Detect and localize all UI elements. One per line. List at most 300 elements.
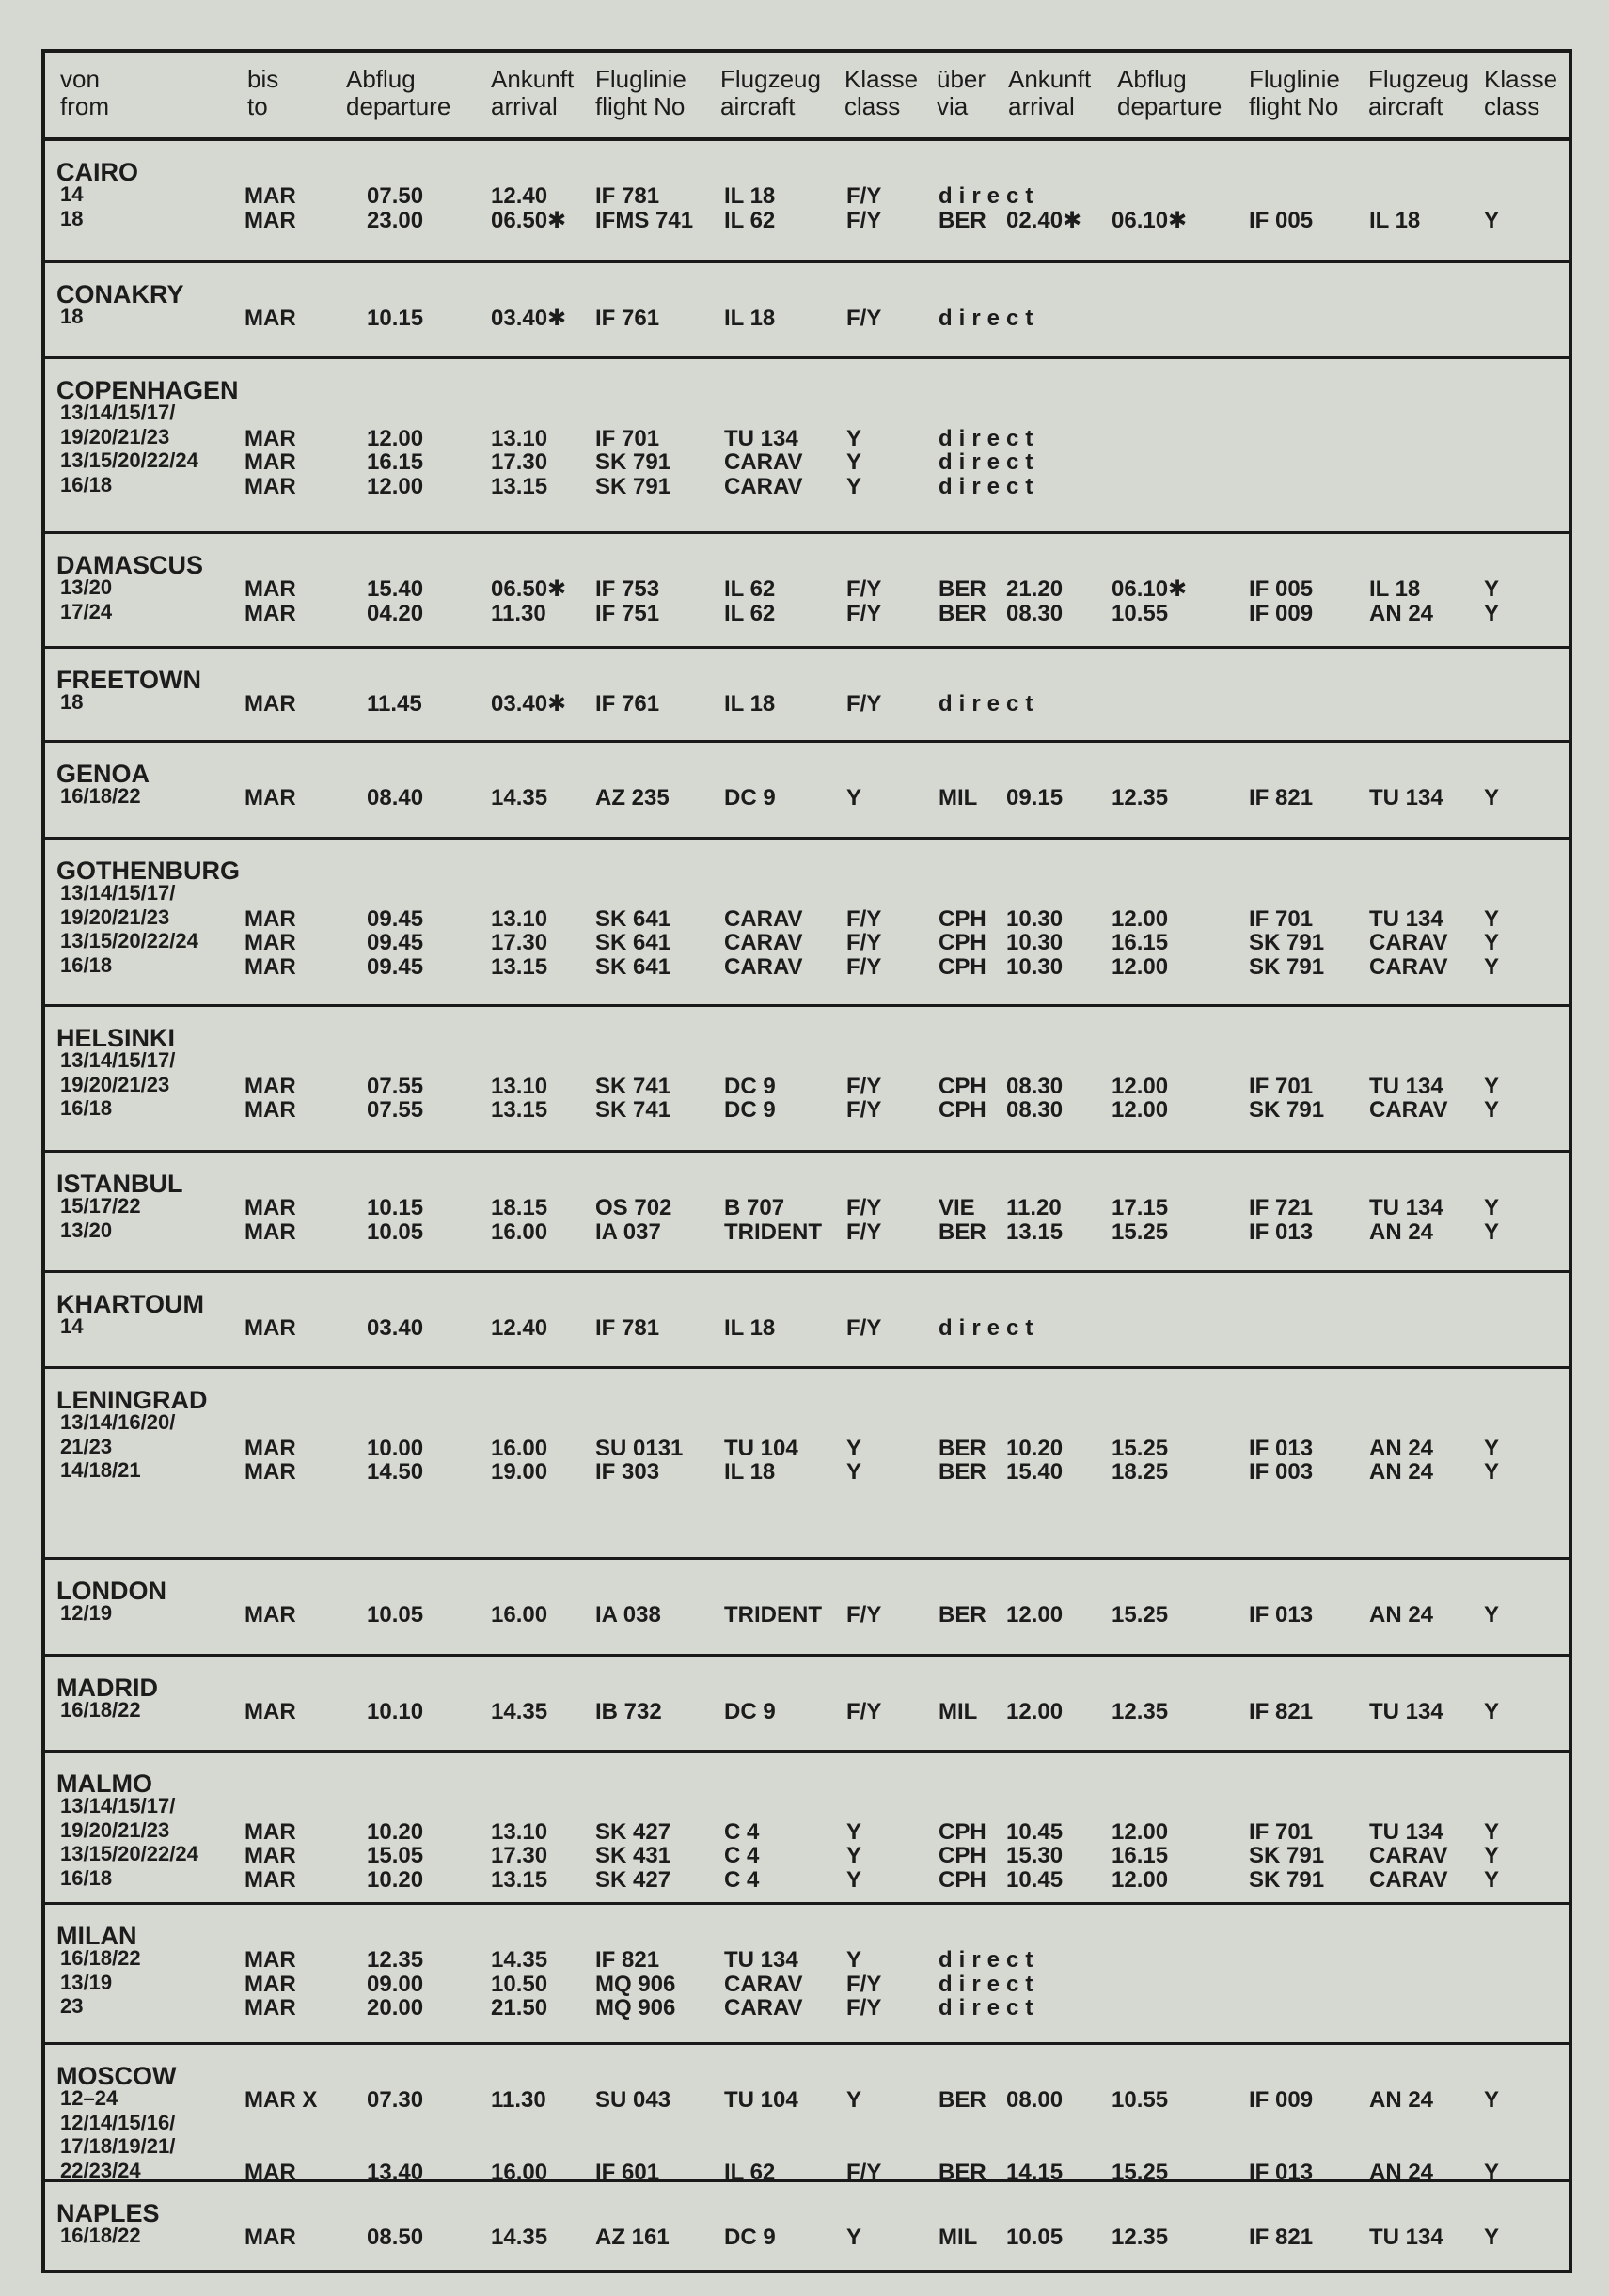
- cell-aircraft: CARAV: [724, 1971, 803, 1997]
- cell-class: F/Y: [846, 183, 882, 209]
- cell-flight: SK 641: [595, 953, 671, 980]
- cell-aircraft2: AN 24: [1369, 600, 1434, 626]
- cell-aircraft: DC 9: [724, 1073, 776, 1099]
- cell-arr2: 02.40✱: [1006, 207, 1082, 233]
- header-class: Klasse class: [844, 65, 919, 120]
- cell-class: F/Y: [846, 1315, 882, 1341]
- cell-dep2: 12.35: [1112, 785, 1169, 810]
- cell-date: 19/20/21/23: [60, 904, 170, 929]
- cell-aircraft: TU 104: [724, 2087, 798, 2113]
- cell-date: 15/17/22: [60, 1194, 141, 1218]
- cell-aircraft2: TU 134: [1369, 1699, 1443, 1724]
- cell-flight2: SK 791: [1249, 1097, 1325, 1123]
- cell-month: MAR: [245, 930, 296, 955]
- header-class-2: Klasse class: [1484, 65, 1558, 120]
- city-name: LENINGRAD: [56, 1386, 208, 1414]
- cell-arr: 13.15: [491, 953, 548, 980]
- cell-aircraft: IL 62: [724, 600, 776, 626]
- cell-flight: IF 761: [595, 306, 660, 331]
- cell-dep2: 15.25: [1112, 1602, 1169, 1628]
- cell-date: 12/14/15/16/: [60, 2110, 176, 2134]
- cell-arr: 14.35: [491, 1699, 548, 1724]
- cell-date: 19/20/21/23: [60, 1072, 170, 1096]
- cell-flight2: IF 003: [1249, 1459, 1314, 1485]
- cell-flight2: SK 791: [1249, 953, 1325, 980]
- cell-month: MAR: [245, 1459, 296, 1485]
- cell-dep2: 12.35: [1112, 1699, 1169, 1724]
- city-name: CAIRO: [56, 158, 138, 186]
- cell-flight: IF 821: [595, 1947, 660, 1973]
- cell-flight: SK 427: [595, 1866, 671, 1893]
- cell-class2: Y: [1484, 930, 1500, 955]
- cell-via: MIL: [939, 2225, 978, 2250]
- cell-aircraft2: TU 134: [1369, 1818, 1443, 1845]
- cell-flight: SK 791: [595, 473, 671, 499]
- cell-dep: 15.40: [367, 576, 424, 602]
- cell-dep: 07.30: [367, 2087, 424, 2113]
- cell-via: BER: [939, 207, 986, 233]
- cell-month: MAR: [245, 306, 296, 331]
- cell-dep2: 12.00: [1112, 1866, 1169, 1893]
- cell-aircraft2: IL 18: [1369, 207, 1421, 233]
- cell-flight2: IF 821: [1249, 785, 1314, 810]
- cell-dep2: 12.00: [1112, 1097, 1169, 1123]
- cell-via: direct: [939, 425, 1040, 451]
- cell-month: MAR: [245, 1843, 296, 1868]
- cell-class2: Y: [1484, 1195, 1500, 1220]
- cell-class: Y: [846, 1818, 862, 1845]
- cell-aircraft: TU 104: [724, 1435, 798, 1461]
- cell-class2: Y: [1484, 2087, 1500, 2113]
- cell-via: CPH: [939, 1843, 986, 1868]
- cell-arr: 13.15: [491, 473, 548, 499]
- cell-aircraft: IL 62: [724, 576, 776, 602]
- cell-class: F/Y: [846, 1195, 882, 1220]
- cell-aircraft: CARAV: [724, 1995, 803, 2021]
- cell-flight: SK 641: [595, 930, 671, 955]
- cell-dep: 13.40: [367, 2159, 424, 2185]
- cell-date: 16/18: [60, 472, 113, 496]
- cell-date: 18: [60, 206, 84, 230]
- city-name: LONDON: [56, 1577, 166, 1605]
- city-section-leningrad: [45, 1369, 1569, 1560]
- cell-class: Y: [846, 425, 862, 451]
- cell-flight2: IF 005: [1249, 207, 1314, 233]
- cell-via: CPH: [939, 953, 986, 980]
- cell-aircraft2: AN 24: [1369, 2159, 1434, 2185]
- cell-class2: Y: [1484, 1459, 1500, 1485]
- city-section-naples: [45, 2182, 1569, 2273]
- cell-class: F/Y: [846, 1219, 882, 1245]
- city-name: FREETOWN: [56, 666, 201, 694]
- cell-dep: 16.15: [367, 449, 424, 475]
- cell-date: 16/18/22: [60, 1698, 141, 1722]
- cell-via: direct: [939, 1971, 1040, 1997]
- cell-date: 13/14/15/17/: [60, 1048, 176, 1072]
- cell-date: 13/14/15/17/: [60, 1794, 176, 1817]
- cell-dep: 20.00: [367, 1995, 424, 2021]
- cell-class2: Y: [1484, 1602, 1500, 1628]
- cell-aircraft2: CARAV: [1369, 1866, 1448, 1893]
- city-name: CONAKRY: [56, 280, 184, 308]
- cell-arr2: 15.30: [1006, 1843, 1064, 1868]
- cell-arr2: 10.45: [1006, 1818, 1064, 1845]
- cell-arr2: 12.00: [1006, 1602, 1064, 1628]
- cell-class2: Y: [1484, 1219, 1500, 1245]
- cell-dep: 03.40: [367, 1315, 424, 1341]
- cell-arr2: 08.30: [1006, 600, 1064, 626]
- cell-class: Y: [846, 449, 862, 475]
- header-to: bis to: [247, 65, 279, 120]
- cell-aircraft: TU 134: [724, 1947, 798, 1973]
- cell-aircraft2: CARAV: [1369, 953, 1448, 980]
- cell-class: F/Y: [846, 207, 882, 233]
- city-section-genoa: [45, 743, 1569, 840]
- cell-arr2: 09.15: [1006, 785, 1064, 810]
- column-header: [45, 53, 1569, 141]
- cell-aircraft: IL 18: [724, 691, 776, 716]
- header-aircraft-2: Flugzeug aircraft: [1368, 65, 1469, 120]
- cell-flight: SK 431: [595, 1843, 671, 1868]
- cell-arr: 21.50: [491, 1995, 548, 2021]
- cell-aircraft2: AN 24: [1369, 1435, 1434, 1461]
- cell-dep: 12.00: [367, 425, 424, 451]
- cell-via: direct: [939, 1315, 1040, 1341]
- header-departure: Abflug departure: [346, 65, 451, 120]
- cell-month: MAR: [245, 1435, 296, 1461]
- city-section-conakry: [45, 263, 1569, 359]
- cell-arr: 17.30: [491, 930, 548, 955]
- cell-dep: 09.45: [367, 953, 424, 980]
- cell-flight: IF 781: [595, 183, 660, 209]
- city-section-damascus: [45, 534, 1569, 649]
- cell-arr: 13.15: [491, 1097, 548, 1123]
- cell-month: MAR: [245, 905, 296, 932]
- cell-via: CPH: [939, 930, 986, 955]
- cell-arr: 13.15: [491, 1866, 548, 1893]
- cell-arr2: 10.05: [1006, 2225, 1064, 2250]
- cell-arr2: 13.15: [1006, 1219, 1064, 1245]
- city-name: MILAN: [56, 1922, 137, 1950]
- cell-date: 17/18/19/21/: [60, 2134, 176, 2158]
- cell-date: 16/18/22: [60, 2224, 141, 2247]
- cell-flight: IA 037: [595, 1219, 661, 1245]
- cell-month: MAR: [245, 785, 296, 810]
- cell-aircraft: IL 62: [724, 2159, 776, 2185]
- cell-class2: Y: [1484, 2225, 1500, 2250]
- cell-month: MAR: [245, 2225, 296, 2250]
- cell-date: 22/23/24: [60, 2158, 141, 2182]
- cell-date: 16/18/22: [60, 784, 141, 808]
- cell-flight2: IF 701: [1249, 1818, 1314, 1845]
- cell-flight: IF 701: [595, 425, 660, 451]
- cell-arr2: 10.30: [1006, 905, 1064, 932]
- cell-flight: SK 791: [595, 449, 671, 475]
- cell-aircraft: CARAV: [724, 930, 803, 955]
- cell-arr2: 12.00: [1006, 1699, 1064, 1724]
- cell-flight2: IF 005: [1249, 576, 1314, 602]
- cell-via: BER: [939, 600, 986, 626]
- cell-date: 13/15/20/22/24: [60, 929, 198, 952]
- cell-dep2: 12.00: [1112, 1073, 1169, 1099]
- cell-via: CPH: [939, 905, 986, 932]
- city-section-helsinki: [45, 1007, 1569, 1153]
- cell-aircraft: DC 9: [724, 785, 776, 810]
- cell-class: F/Y: [846, 691, 882, 716]
- cell-month: MAR: [245, 1947, 296, 1973]
- cell-dep: 09.45: [367, 930, 424, 955]
- cell-arr: 16.00: [491, 1435, 548, 1461]
- cell-dep: 10.05: [367, 1602, 424, 1628]
- cell-flight: IF 751: [595, 600, 660, 626]
- cell-arr2: 10.45: [1006, 1866, 1064, 1893]
- cell-arr2: 14.15: [1006, 2159, 1064, 2185]
- cell-date: 21/23: [60, 1434, 113, 1458]
- cell-via: BER: [939, 1219, 986, 1245]
- cell-flight: SK 427: [595, 1818, 671, 1845]
- cell-class: F/Y: [846, 306, 882, 331]
- cell-flight: SK 741: [595, 1097, 671, 1123]
- city-name: GOTHENBURG: [56, 857, 240, 885]
- cell-flight2: IF 721: [1249, 1195, 1314, 1220]
- cell-class2: Y: [1484, 953, 1500, 980]
- cell-class: Y: [846, 1866, 862, 1893]
- cell-via: BER: [939, 2087, 986, 2113]
- cell-date: 18: [60, 690, 84, 714]
- cell-dep2: 15.25: [1112, 1219, 1169, 1245]
- cell-flight: SU 043: [595, 2087, 671, 2113]
- cell-via: direct: [939, 449, 1040, 475]
- cell-flight2: IF 009: [1249, 600, 1314, 626]
- cell-dep: 08.50: [367, 2225, 424, 2250]
- cell-flight2: IF 821: [1249, 1699, 1314, 1724]
- cell-month: MAR: [245, 1866, 296, 1893]
- cell-dep2: 15.25: [1112, 1435, 1169, 1461]
- cell-date: 19/20/21/23: [60, 424, 170, 448]
- cell-flight: OS 702: [595, 1195, 672, 1220]
- cell-month: MAR X: [245, 2087, 318, 2113]
- cell-dep2: 16.15: [1112, 930, 1169, 955]
- cell-month: MAR: [245, 1818, 296, 1845]
- city-name: NAPLES: [56, 2199, 160, 2227]
- cell-aircraft2: CARAV: [1369, 1097, 1448, 1123]
- cell-arr: 11.30: [491, 2087, 546, 2113]
- cell-class2: Y: [1484, 785, 1500, 810]
- cell-aircraft: CARAV: [724, 905, 803, 932]
- cell-via: MIL: [939, 785, 978, 810]
- cell-flight: IFMS 741: [595, 207, 694, 233]
- cell-dep2: 17.15: [1112, 1195, 1169, 1220]
- cell-month: MAR: [245, 576, 296, 602]
- cell-class: F/Y: [846, 1995, 882, 2021]
- cell-flight2: IF 013: [1249, 1219, 1314, 1245]
- cell-dep: 12.00: [367, 473, 424, 499]
- cell-flight2: IF 701: [1249, 1073, 1314, 1099]
- cell-aircraft: IL 62: [724, 207, 776, 233]
- cell-flight: AZ 161: [595, 2225, 670, 2250]
- cell-month: MAR: [245, 1995, 296, 2021]
- cell-month: MAR: [245, 1971, 296, 1997]
- cell-class: Y: [846, 2087, 862, 2113]
- cell-arr: 17.30: [491, 449, 548, 475]
- cell-class2: Y: [1484, 600, 1500, 626]
- cell-via: direct: [939, 691, 1040, 716]
- cell-arr: 16.00: [491, 1219, 548, 1245]
- cell-arr: 16.00: [491, 1602, 548, 1628]
- cell-dep: 10.20: [367, 1818, 424, 1845]
- cell-aircraft: DC 9: [724, 2225, 776, 2250]
- cell-aircraft2: TU 134: [1369, 1195, 1443, 1220]
- cell-arr: 10.50: [491, 1971, 548, 1997]
- cell-aircraft2: AN 24: [1369, 2087, 1434, 2113]
- cell-aircraft: TRIDENT: [724, 1219, 822, 1245]
- cell-class: F/Y: [846, 1971, 882, 1997]
- cell-dep2: 10.55: [1112, 2087, 1169, 2113]
- cell-via: BER: [939, 576, 986, 602]
- cell-date: 19/20/21/23: [60, 1817, 170, 1842]
- cell-class: F/Y: [846, 953, 882, 980]
- cell-class2: Y: [1484, 1699, 1500, 1724]
- cell-dep: 15.05: [367, 1843, 424, 1868]
- cell-date: 16/18: [60, 1096, 113, 1120]
- cell-month: MAR: [245, 473, 296, 499]
- cell-flight: SU 0131: [595, 1435, 684, 1461]
- cell-dep2: 10.55: [1112, 600, 1169, 626]
- cell-date: 12/19: [60, 1601, 113, 1625]
- cell-class2: Y: [1484, 905, 1500, 932]
- cell-class: Y: [846, 1947, 862, 1973]
- cell-dep: 07.50: [367, 183, 424, 209]
- cell-aircraft2: CARAV: [1369, 1843, 1448, 1868]
- cell-class: Y: [846, 1435, 862, 1461]
- cell-class2: Y: [1484, 576, 1500, 602]
- cell-date: 13/14/15/17/: [60, 401, 176, 424]
- cell-class: F/Y: [846, 600, 882, 626]
- cell-date: 13/14/15/17/: [60, 881, 176, 904]
- cell-arr2: 21.20: [1006, 576, 1064, 602]
- cell-dep2: 12.00: [1112, 905, 1169, 932]
- cell-dep2: 12.00: [1112, 953, 1169, 980]
- cell-arr: 16.00: [491, 2159, 548, 2185]
- city-name: COPENHAGEN: [56, 376, 239, 404]
- cell-aircraft: IL 18: [724, 306, 776, 331]
- city-section-freetown: [45, 649, 1569, 743]
- cell-dep: 08.40: [367, 785, 424, 810]
- cell-date: 13/15/20/22/24: [60, 1842, 198, 1865]
- cell-arr: 13.10: [491, 1818, 548, 1845]
- cell-dep: 10.10: [367, 1699, 424, 1724]
- city-name: KHARTOUM: [56, 1290, 204, 1318]
- cell-flight2: IF 013: [1249, 2159, 1314, 2185]
- cell-class2: Y: [1484, 207, 1500, 233]
- cell-aircraft2: AN 24: [1369, 1219, 1434, 1245]
- cell-flight: SK 741: [595, 1073, 671, 1099]
- cell-arr: 14.35: [491, 2225, 548, 2250]
- header-departure-2: Abflug departure: [1117, 65, 1223, 120]
- cell-date: 18: [60, 305, 84, 328]
- cell-arr: 14.35: [491, 785, 548, 810]
- cell-arr2: 10.30: [1006, 953, 1064, 980]
- cell-flight2: IF 821: [1249, 2225, 1314, 2250]
- cell-month: MAR: [245, 1602, 296, 1628]
- city-name: DAMASCUS: [56, 551, 204, 579]
- header-from: von from: [60, 65, 109, 120]
- cell-class: F/Y: [846, 1699, 882, 1724]
- cell-date: 16/18: [60, 1865, 113, 1890]
- cell-flight: SK 641: [595, 905, 671, 932]
- cell-class: F/Y: [846, 930, 882, 955]
- cell-date: 12–24: [60, 2086, 118, 2110]
- cell-flight: IA 038: [595, 1602, 661, 1628]
- cell-flight: MQ 906: [595, 1971, 676, 1997]
- cell-dep: 10.20: [367, 1866, 424, 1893]
- cell-aircraft: DC 9: [724, 1699, 776, 1724]
- city-name: MALMO: [56, 1769, 152, 1798]
- cell-flight2: IF 013: [1249, 1602, 1314, 1628]
- header-via: über via: [937, 65, 986, 120]
- cell-aircraft2: TU 134: [1369, 905, 1443, 932]
- cell-class: F/Y: [846, 1602, 882, 1628]
- cell-flight: AZ 235: [595, 785, 670, 810]
- cell-aircraft2: TU 134: [1369, 2225, 1443, 2250]
- cell-aircraft: CARAV: [724, 953, 803, 980]
- cell-date: 14: [60, 1314, 84, 1338]
- header-arrival-2: Ankunft arrival: [1008, 65, 1092, 120]
- cell-arr2: 10.30: [1006, 930, 1064, 955]
- cell-via: CPH: [939, 1097, 986, 1123]
- city-section-malmo: [45, 1753, 1569, 1905]
- cell-via: direct: [939, 1995, 1040, 2021]
- cell-via: direct: [939, 183, 1040, 209]
- cell-date: 14: [60, 182, 84, 206]
- cell-via: BER: [939, 1435, 986, 1461]
- cell-dep: 10.00: [367, 1435, 424, 1461]
- cell-dep: 12.35: [367, 1947, 424, 1973]
- cell-date: 23: [60, 1994, 84, 2018]
- cell-dep: 04.20: [367, 600, 424, 626]
- cell-class: F/Y: [846, 1097, 882, 1123]
- cell-month: MAR: [245, 1315, 296, 1341]
- cell-arr: 18.15: [491, 1195, 548, 1220]
- cell-aircraft2: AN 24: [1369, 1602, 1434, 1628]
- cell-aircraft: TRIDENT: [724, 1602, 822, 1628]
- cell-month: MAR: [245, 1097, 296, 1123]
- cell-aircraft: CARAV: [724, 473, 803, 499]
- cell-aircraft: CARAV: [724, 449, 803, 475]
- cell-class2: Y: [1484, 1818, 1500, 1845]
- cell-arr: 13.10: [491, 1073, 548, 1099]
- cell-date: 16/18: [60, 952, 113, 977]
- cell-arr2: 08.30: [1006, 1073, 1064, 1099]
- cell-dep: 14.50: [367, 1459, 424, 1485]
- city-section-istanbul: [45, 1153, 1569, 1273]
- cell-date: 17/24: [60, 599, 113, 623]
- cell-via: VIE: [939, 1195, 975, 1220]
- city-name: MOSCOW: [56, 2062, 177, 2090]
- cell-arr: 03.40✱: [491, 691, 567, 716]
- cell-arr: 13.10: [491, 425, 548, 451]
- cell-flight2: IF 013: [1249, 1435, 1314, 1461]
- cell-arr: 14.35: [491, 1947, 548, 1973]
- cell-dep: 09.00: [367, 1971, 424, 1997]
- cell-dep2: 06.10✱: [1112, 207, 1188, 233]
- cell-arr: 12.40: [491, 183, 548, 209]
- cell-month: MAR: [245, 953, 296, 980]
- cell-arr: 12.40: [491, 1315, 548, 1341]
- cell-month: MAR: [245, 207, 296, 233]
- city-section-london: [45, 1560, 1569, 1657]
- cell-via: BER: [939, 2159, 986, 2185]
